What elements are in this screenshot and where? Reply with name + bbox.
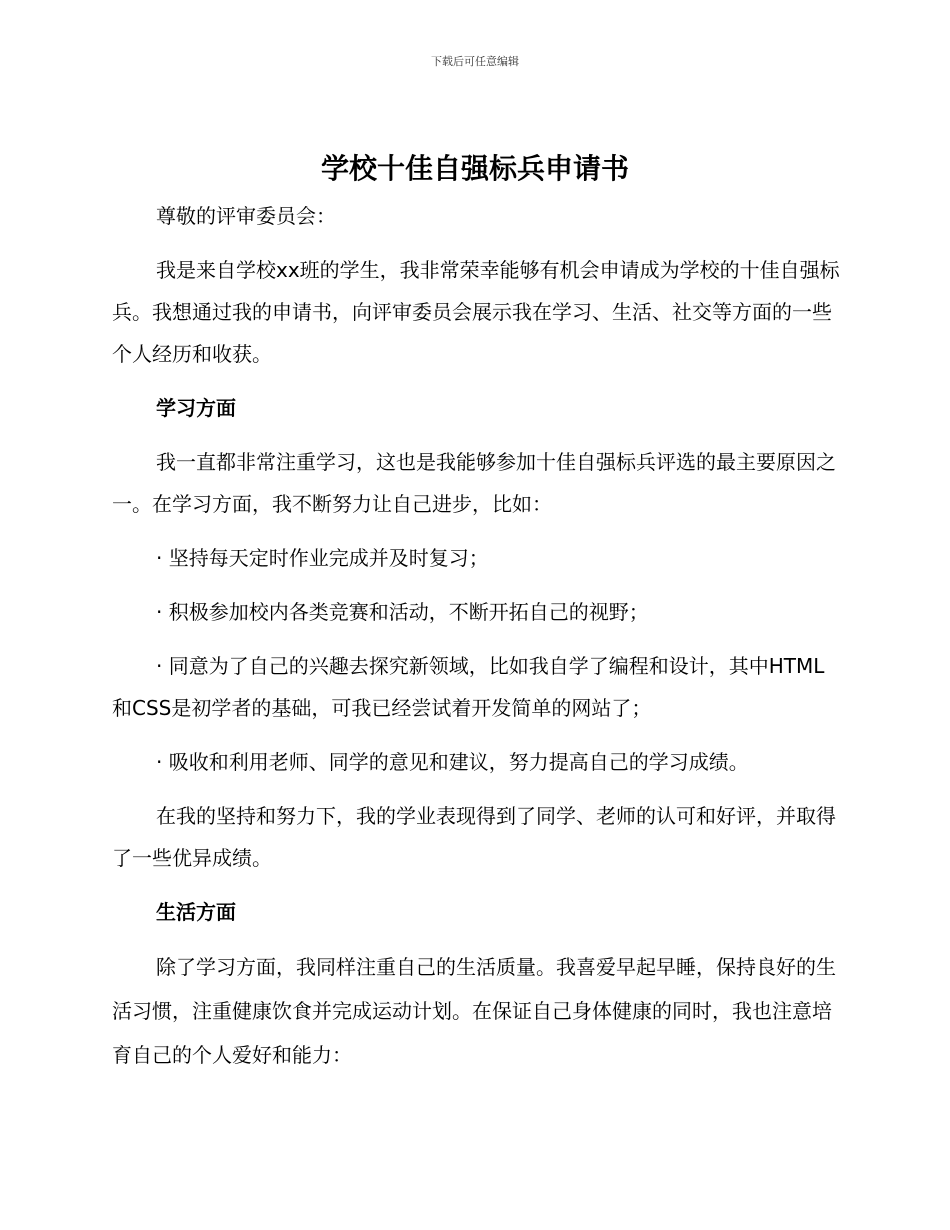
salutation: 尊敬的评审委员会： [156, 204, 336, 228]
section-heading-life: 生活方面 [156, 900, 236, 924]
study-paragraph-1: 我一直都非常注重学习，这也是我能够参加十佳自强标兵评选的最主要原因之一。在学习方面，我不断努力让自己进步，比如： [112, 450, 836, 516]
study-paragraph-2: 在我的坚持和努力下，我的学业表现得到了同学、老师的认可和好评，并取得了一些优异成绩。 [112, 804, 836, 870]
study-bullet-1: · 坚持每天定时作业完成并及时复习； [156, 546, 489, 570]
study-bullet-3: · 同意为了自己的兴趣去探究新领域，比如我自学了编程和设计，其中HTML和CSS是初学者的基础，可我已经尝试着开发简单的网站了； [112, 654, 825, 720]
study-bullet-4: · 吸收和利用老师、同学的意见和建议，努力提高自己的学习成绩。 [156, 750, 749, 774]
document-body [112, 195, 842, 1089]
document-title: 学校十佳自强标兵申请书 [320, 152, 629, 185]
section-heading-study: 学习方面 [156, 396, 236, 420]
life-paragraph-1: 除了学习方面，我同样注重自己的生活质量。我喜爱早起早睡，保持良好的生活习惯，注重健康饮食并完成运动计划。在保证自己身体健康的同时，我也注意培育自己的个人爱好和能力： [112, 955, 836, 1067]
header-note: 下载后可任意编辑 [431, 55, 519, 68]
intro-paragraph: 我是来自学校xx班的学生，我非常荣幸能够有机会申请成为学校的十佳自强标兵。我想通过我的申请书，向评审委员会展示我在学习、生活、社交等方面的一些个人经历和收获。 [112, 258, 840, 366]
study-bullet-2: · 积极参加校内各类竞赛和活动，不断开拓自己的视野； [156, 600, 649, 624]
